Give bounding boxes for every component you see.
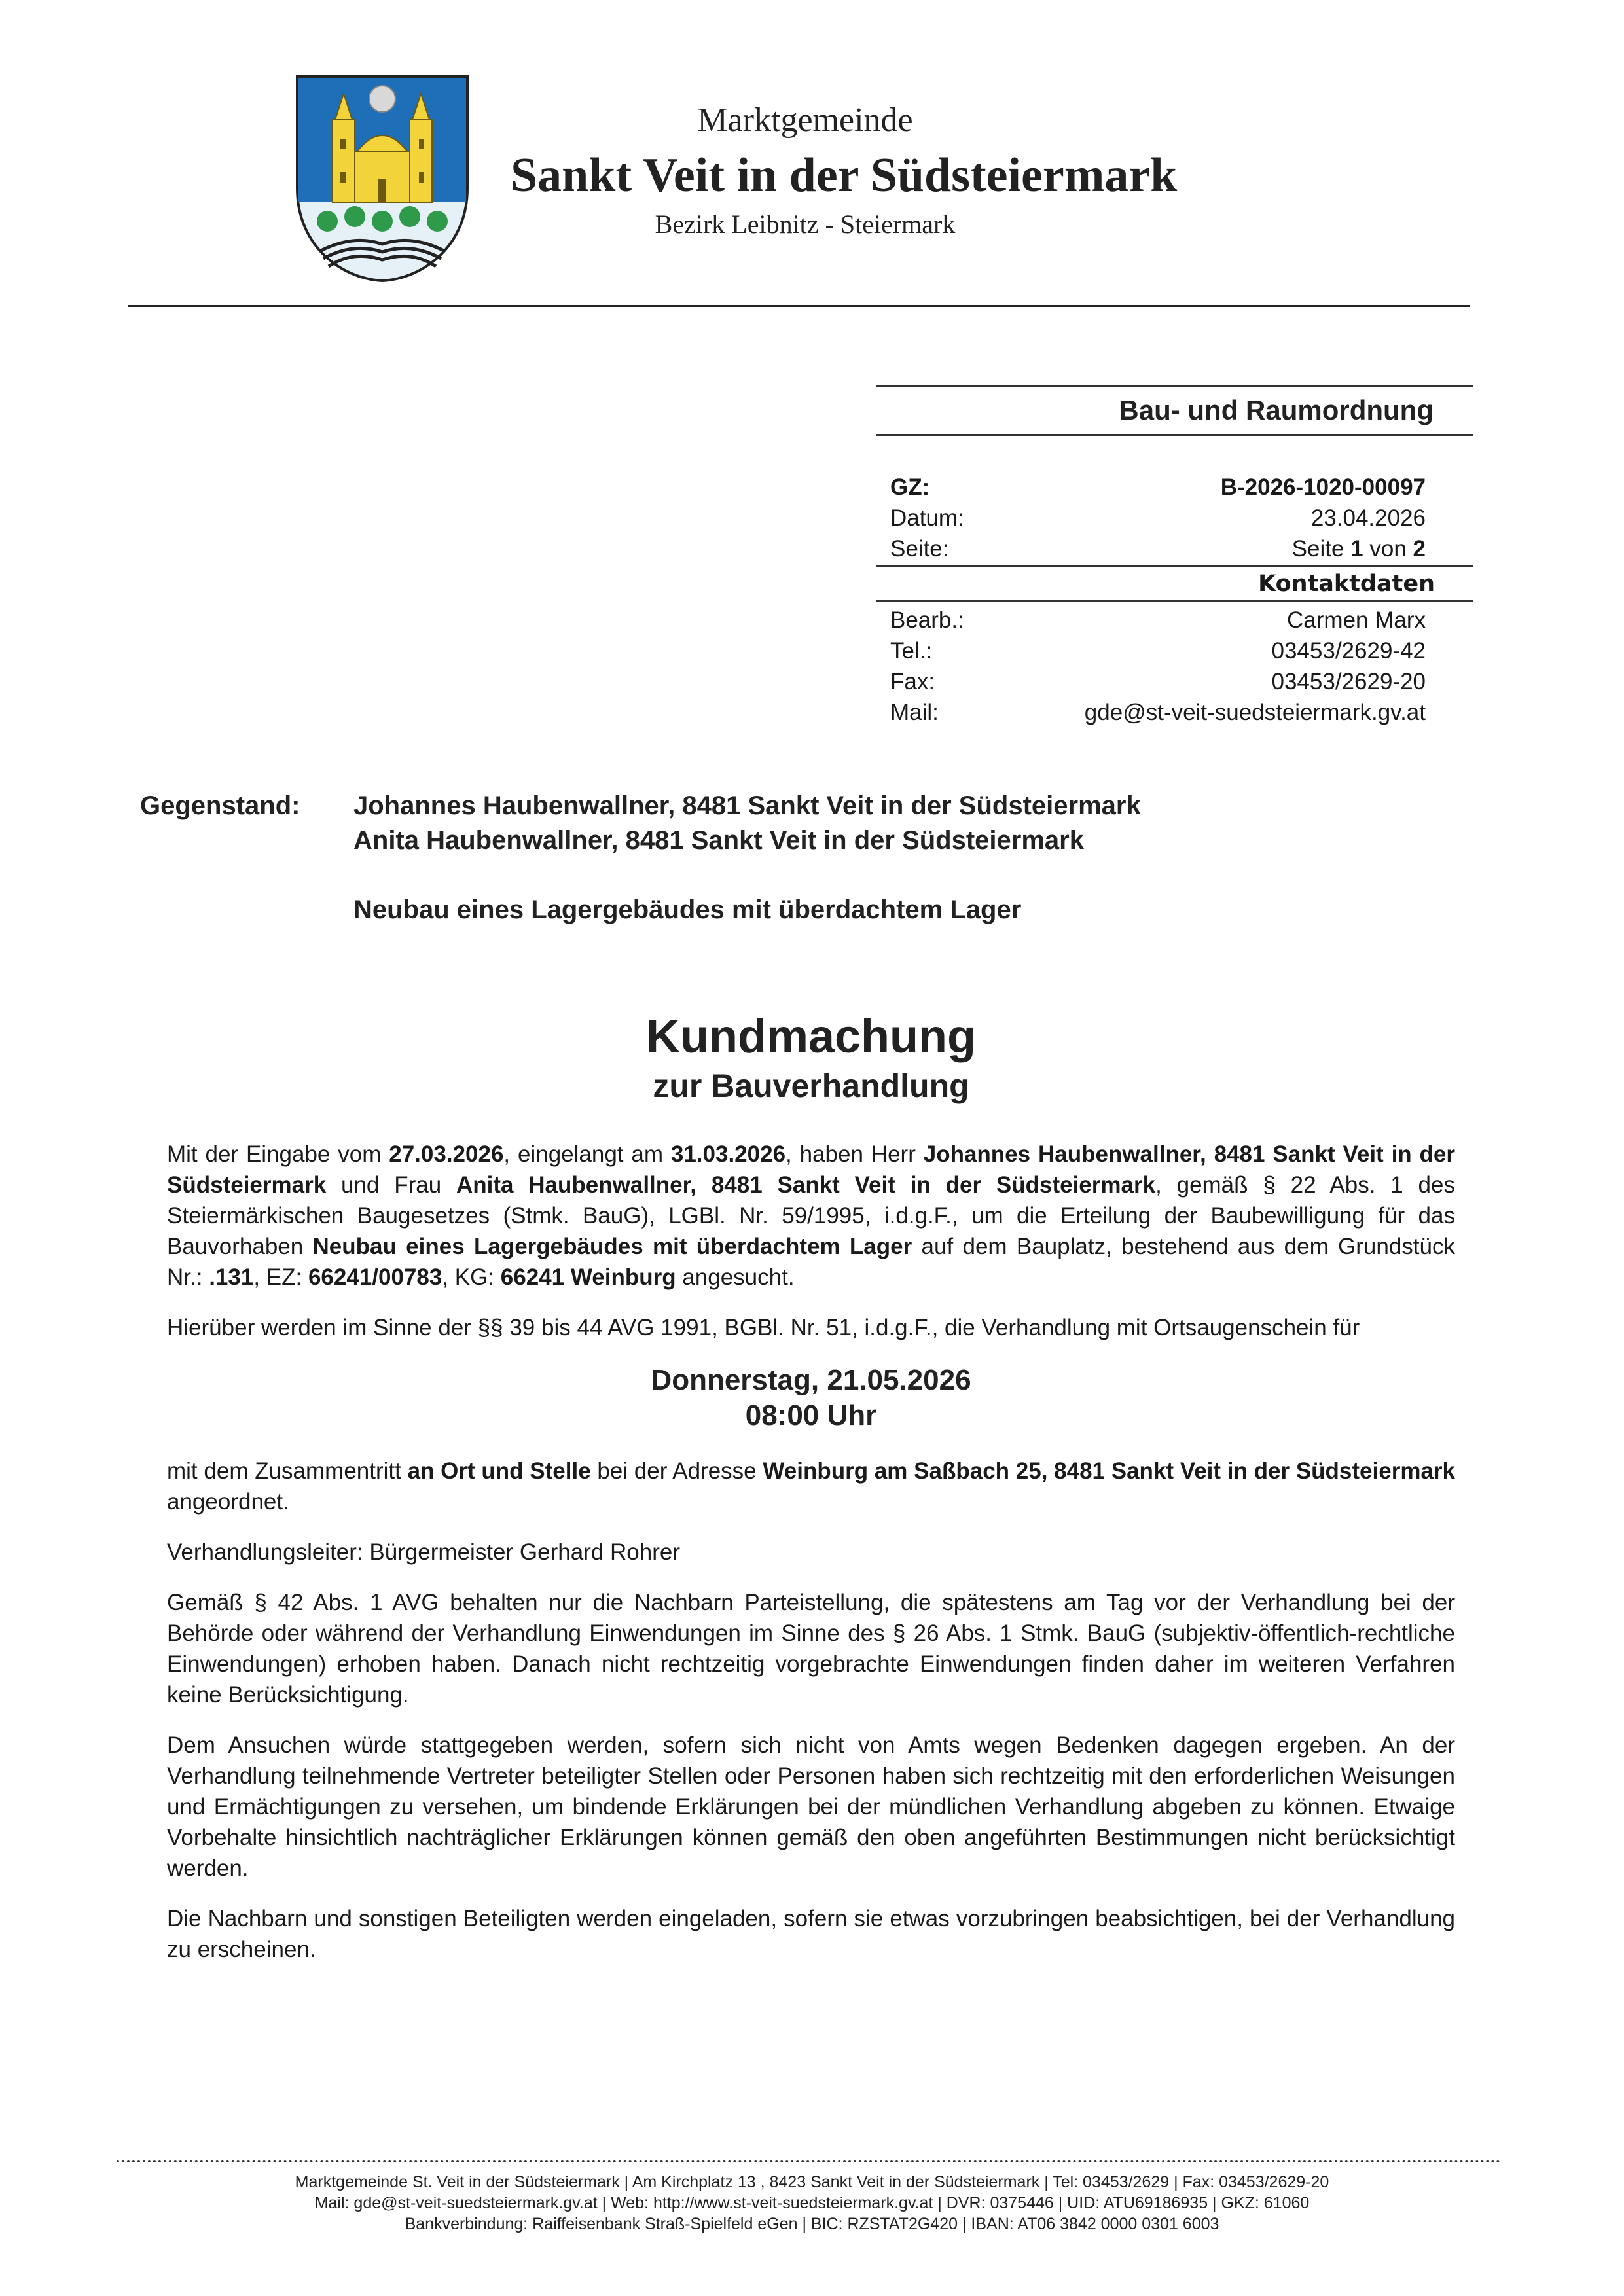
bold-text-run: Neubau eines Lagergebäudes mit überdachtem Lager (312, 1234, 912, 1259)
info-box (876, 385, 1473, 728)
subject-block (140, 789, 1482, 926)
page-current: 1 (1350, 536, 1363, 562)
text-run: bei der Adresse (590, 1458, 763, 1484)
bold-text-run: 31.03.2026 (670, 1141, 786, 1167)
text-run: angesucht. (676, 1265, 795, 1290)
text-run: Mit der Eingabe vom (167, 1141, 389, 1167)
hearing-time: 08:00 Uhr (745, 1399, 877, 1431)
hearing-datetime (167, 1363, 1455, 1433)
text-run: , eingelangt am (503, 1141, 671, 1167)
main-content (167, 1008, 1455, 2147)
org-name: Sankt Veit in der Südsteiermark (511, 149, 1178, 202)
paragraph-invitation: Die Nachbarn und sonstigen Beteiligten werden eingeladen, sofern sie etwas vorzubringen beabsichtigen, bei der Verhandlung zu erscheinen. (167, 1906, 1455, 1962)
text-run: auf dem Bauplatz, bestehend aus dem Grundstück Nr.: (167, 1234, 1455, 1290)
meta-row-seite (876, 533, 1473, 564)
district: Bezirk Leibnitz - Steiermark (655, 209, 956, 239)
meta-row-datum (876, 503, 1473, 533)
bold-text-run: 66241 Weinburg (500, 1265, 676, 1290)
meta-value: 23.04.2026 (1310, 505, 1426, 531)
contact-value: 03453/2629-20 (1271, 669, 1426, 694)
meta-value: B-2026-1020-00097 (1220, 475, 1426, 500)
contact-label: Tel.: (890, 638, 933, 664)
footer-contact: Mail: gde@st-veit-suedsteiermark.gv.at | Web: http://www.st-veit-suedsteiermark.gv.at | DVR: 0375446 | UID: ATU69186935 | GKZ: 61060 (314, 2194, 1310, 2212)
bold-text-run: Weinburg am Saßbach 25, 8481 Sankt Veit in der Südsteiermark (763, 1458, 1455, 1484)
contact-row (876, 697, 1473, 728)
text-run: , haben Herr (785, 1141, 924, 1167)
text-run: mit dem Zusammentritt (167, 1458, 408, 1484)
contact-label: Fax: (890, 669, 935, 694)
bold-text-run: .131 (209, 1265, 254, 1290)
text-run: angeordnet. (167, 1489, 289, 1515)
bold-text-run: Johannes Haubenwallner, 8481 Sankt Veit in der Südsteiermark (167, 1141, 1455, 1198)
hearing-date: Donnerstag, 21.05.2026 (651, 1364, 971, 1396)
meta-label: Datum: (890, 505, 964, 531)
paragraph-hearing-intro: Hierüber werden im Sinne der §§ 39 bis 44 AVG 1991, BGBl. Nr. 51, i.d.g.F., die Verhandlung mit Ortsaugenschein für (167, 1315, 1360, 1340)
paragraph-representatives: Dem Ansuchen würde stattgegeben werden, sofern sich nicht von Amts wegen Bedenken dagegen ergeben. An der Verhandlung teilnehmende Vertreter beteiligter Stellen oder Personen haben sich rechtzeitig mit den erforderlichen Weisungen und Ermächtigungen zu versehen, um bindende Erklärungen bei der mündlichen Verhandlung abgeben zu können. Etwaige Vorbehalte hinsichtlich nachträglicher Erklärungen können gemäß den oben angeführten Bestimmungen nicht berücksichtigt werden. (167, 1732, 1455, 1881)
bold-text-run: an Ort und Stelle (407, 1458, 591, 1484)
page-indicator (1292, 533, 1426, 564)
meta-label: Seite: (890, 536, 949, 562)
contact-value: 03453/2629-42 (1271, 638, 1426, 664)
text-run: und Frau (326, 1172, 456, 1198)
text-run: , KG: (442, 1265, 501, 1290)
meta-label: GZ: (890, 475, 930, 500)
document-title: Kundmachung (646, 1011, 976, 1063)
department-title: Bau- und Raumordnung (1119, 395, 1434, 425)
contact-heading: Kontaktdaten (1258, 571, 1435, 597)
contact-email-link[interactable]: gde@st-veit-suedsteiermark.gv.at (1084, 700, 1426, 725)
contact-row (876, 666, 1473, 697)
bold-text-run: 66241/00783 (308, 1265, 442, 1290)
footer-address: Marktgemeinde St. Veit in der Südsteiermark | Am Kirchplatz 13 , 8423 Sankt Veit in der Südsteiermark | Tel: 03453/2629 | Fax: 03453/2629-20 (295, 2173, 1329, 2191)
contact-block (876, 602, 1473, 728)
subject-party: Johannes Haubenwallner, 8481 Sankt Veit in der Südsteiermark (353, 791, 1141, 820)
contact-value: Carmen Marx (1287, 607, 1426, 633)
header-divider (128, 305, 1470, 307)
page-prefix: Seite (1291, 536, 1351, 562)
footer-divider (117, 2160, 1501, 2162)
paragraph-location (167, 1456, 1455, 1517)
subject-project: Neubau eines Lagergebäudes mit überdachtem Lager (353, 895, 1022, 924)
page-total: 2 (1413, 536, 1426, 562)
footer (0, 2172, 1624, 2234)
text-run: , EZ: (253, 1265, 308, 1290)
bold-text-run: 27.03.2026 (389, 1141, 504, 1167)
subject-label: Gegenstand: (140, 791, 300, 820)
contact-row (876, 605, 1473, 636)
meta-block (876, 436, 1473, 565)
footer-bank: Bankverbindung: Raiffeisenbank Straß-Spielfeld eGen | BIC: RZSTAT2G420 | IBAN: AT06 3842 0000 0301 6003 (405, 2215, 1219, 2233)
paragraph-application (167, 1139, 1455, 1293)
contact-row (876, 636, 1473, 666)
bold-text-run: Anita Haubenwallner, 8481 Sankt Veit in der Südsteiermark (456, 1172, 1156, 1198)
text-run: , gemäß § 22 Abs. 1 des Steiermärkischen Baugesetzes (Stmk. BauG), LGBl. Nr. 59/1995, i.d.g.F., um die Erteilung der Baubewilligung für das Bauvorhaben (167, 1172, 1455, 1259)
paragraph-objections: Gemäß § 42 Abs. 1 AVG behalten nur die Nachbarn Parteistellung, die spätestens am Tag vor der Verhandlung bei der Behörde oder während der Verhandlung Einwendungen im Sinne des § 26 Abs. 1 Stmk. BauG (subjektiv-öffentlich-rechtliche Einwendungen) erhoben haben. Danach nicht rechtzeitig vorgebrachte Einwendungen finden daher im weiteren Verfahren keine Berücksichtigung. (167, 1590, 1455, 1708)
meta-row-gz (876, 472, 1473, 503)
subject-party: Anita Haubenwallner, 8481 Sankt Veit in der Südsteiermark (353, 826, 1084, 855)
contact-label: Mail: (890, 700, 939, 725)
coat-of-arms-icon (295, 74, 470, 283)
paragraph-chair: Verhandlungsleiter: Bürgermeister Gerhard Rohrer (167, 1539, 680, 1565)
contact-label: Bearb.: (890, 607, 964, 633)
page-mid: von (1363, 536, 1413, 562)
subject-parties (353, 789, 1141, 858)
document-subtitle: zur Bauverhandlung (653, 1067, 969, 1104)
org-type: Marktgemeinde (697, 101, 913, 139)
